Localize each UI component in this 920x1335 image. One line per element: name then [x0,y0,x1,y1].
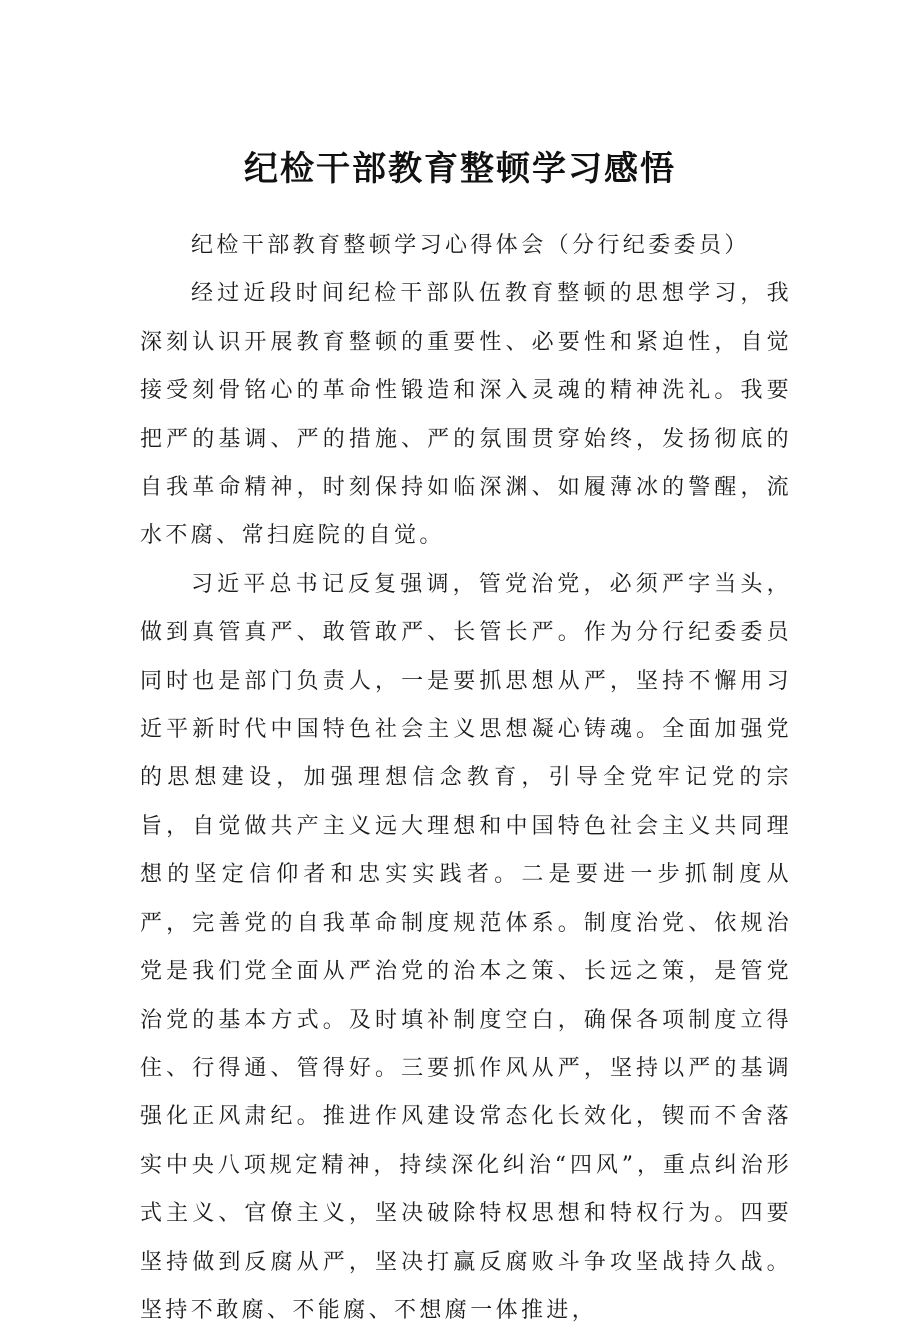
subtitle-line: 纪检干部教育整顿学习心得体会（分行纪委委员） [191,233,750,258]
document-body [140,222,792,1335]
paragraph-2: 习近平总书记反复强调，管党治党，必须严字当头，做到真管真严、敢管敢严、长管长严。作为分行纪委委员同时也是部门负责人，一是要抓思想从严，坚持不懈用习近平新时代中国特色社会主义思想凝心铸魂。全面加强党的思想建设，加强理想信念教育，引导全党牢记党的宗旨，自觉做共产主义远大理想和中国特色社会主义共同理想的坚定信仰者和忠实实践者。二是要进一步抓制度从严，完善党的自我革命制度规范体系。制度治党、依规治党是我们党全面从严治党的治本之策、长远之策，是管党治党的基本方式。及时填补制度空白，确保各项制度立得住、行得通、管得好。三要抓作风从严，坚持以严的基调强化正风肃纪。推进作风建设常态化长效化，锲而不舍落实中央八项规定精神，持续深化纠治“四风”，重点纠治形式主义、官僚主义，坚决破除特权思想和特权行为。四要坚持做到反腐从严，坚决打赢反腐败斗争攻坚战持久战。坚持不敢腐、不能腐、不想腐一体推进， [140,571,792,1323]
paragraph-1: 经过近段时间纪检干部队伍教育整顿的思想学习，我深刻认识开展教育整顿的重要性、必要性和紧迫性，自觉接受刻骨铭心的革命性锻造和深入灵魂的精神洗礼。我要把严的基调、严的措施、严的氛围贯穿始终，发扬彻底的自我革命精神，时刻保持如临深渊、如履薄冰的警醒，流水不腐、常扫庭院的自觉。 [140,281,792,549]
document-title: 纪检干部教育整顿学习感悟 [244,149,676,189]
